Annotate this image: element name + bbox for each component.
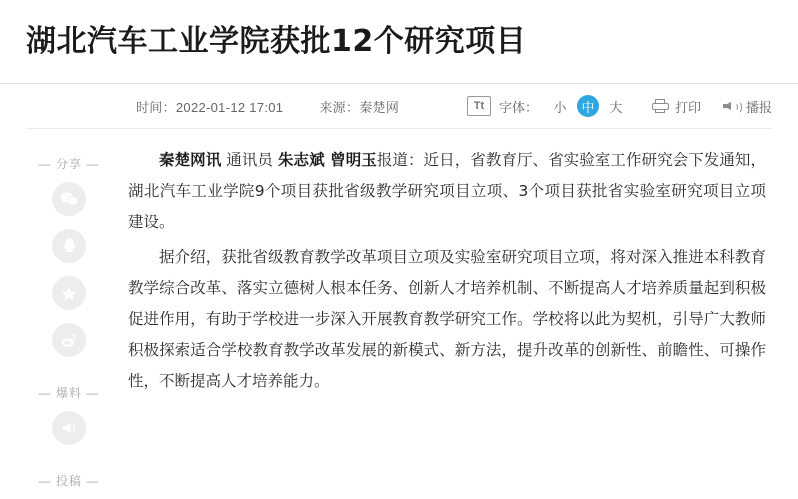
lead-authors: 朱志斌 曾明玉	[277, 151, 377, 169]
meta-bar	[26, 84, 772, 129]
audio-play-label: 播报	[745, 99, 772, 115]
megaphone-icon	[59, 419, 79, 437]
printer-icon	[652, 99, 669, 113]
font-size-small-button[interactable]: 小	[553, 99, 567, 115]
share-icon-list	[26, 182, 112, 499]
text-size-icon: Tt	[467, 96, 491, 116]
article-paragraph-1	[128, 145, 766, 238]
speaker-icon	[723, 99, 740, 113]
lead-source: 秦楚网讯	[159, 151, 222, 169]
submit-rail-title: — 投稿 —	[38, 474, 100, 488]
share-favorite-button[interactable]	[52, 276, 86, 310]
share-rail-title: — 分享 —	[38, 157, 100, 171]
print-button-label: 打印	[674, 99, 701, 115]
favorite-star-icon	[59, 284, 79, 303]
article-toolbar	[467, 84, 772, 128]
font-size-label: 字体：	[498, 99, 538, 115]
weibo-icon	[59, 331, 80, 350]
print-button[interactable]	[652, 97, 701, 116]
share-sidebar	[26, 129, 112, 499]
page-title: 湖北汽车工业学院获批12个研究项目	[26, 24, 527, 59]
source-label: 来源：秦楚网	[319, 99, 400, 115]
font-size-medium-button[interactable]: 中	[577, 95, 599, 117]
article-body	[112, 129, 772, 499]
qq-icon	[60, 236, 79, 256]
content-row	[26, 129, 772, 499]
audio-play-button[interactable]	[723, 97, 772, 116]
title-area	[0, 0, 798, 61]
share-wechat-button[interactable]	[52, 182, 86, 216]
tip-rail-title: — 爆料 —	[38, 386, 100, 400]
tip-megaphone-button[interactable]	[52, 411, 86, 445]
share-qq-button[interactable]	[52, 229, 86, 263]
meta-info	[136, 97, 399, 116]
paragraph-1-text: 报道：近日，省教育厅、省实验室工作研究会下发通知，湖北汽车工业学院9个项目获批省级教学研究项目立项、3个项目获批省实验室研究项目立项建设。	[128, 151, 766, 231]
wechat-icon	[59, 189, 79, 209]
publish-time: 时间：2022-01-12 17:01	[136, 99, 284, 115]
lead-role: 通讯员	[221, 151, 278, 169]
font-size-large-button[interactable]: 大	[609, 99, 623, 115]
share-weibo-button[interactable]	[52, 323, 86, 357]
font-size-control	[467, 95, 630, 117]
article-paragraph-2: 据介绍，获批省级教育教学改革项目立项及实验室研究项目立项，将对深入推进本科教育教学综合改革、落实立德树人根本任务、创新人才培养机制、不断提高人才培养质量起到积极促进作用，有助于学校进一步深入开展教育教学研究工作。学校将以此为契机，引导广大教师积极探索适合学校教育教学改革发展的新模式、新方法，提升改革的创新性、前瞻性、可操作性，不断提高人才培养能力。	[128, 248, 766, 390]
